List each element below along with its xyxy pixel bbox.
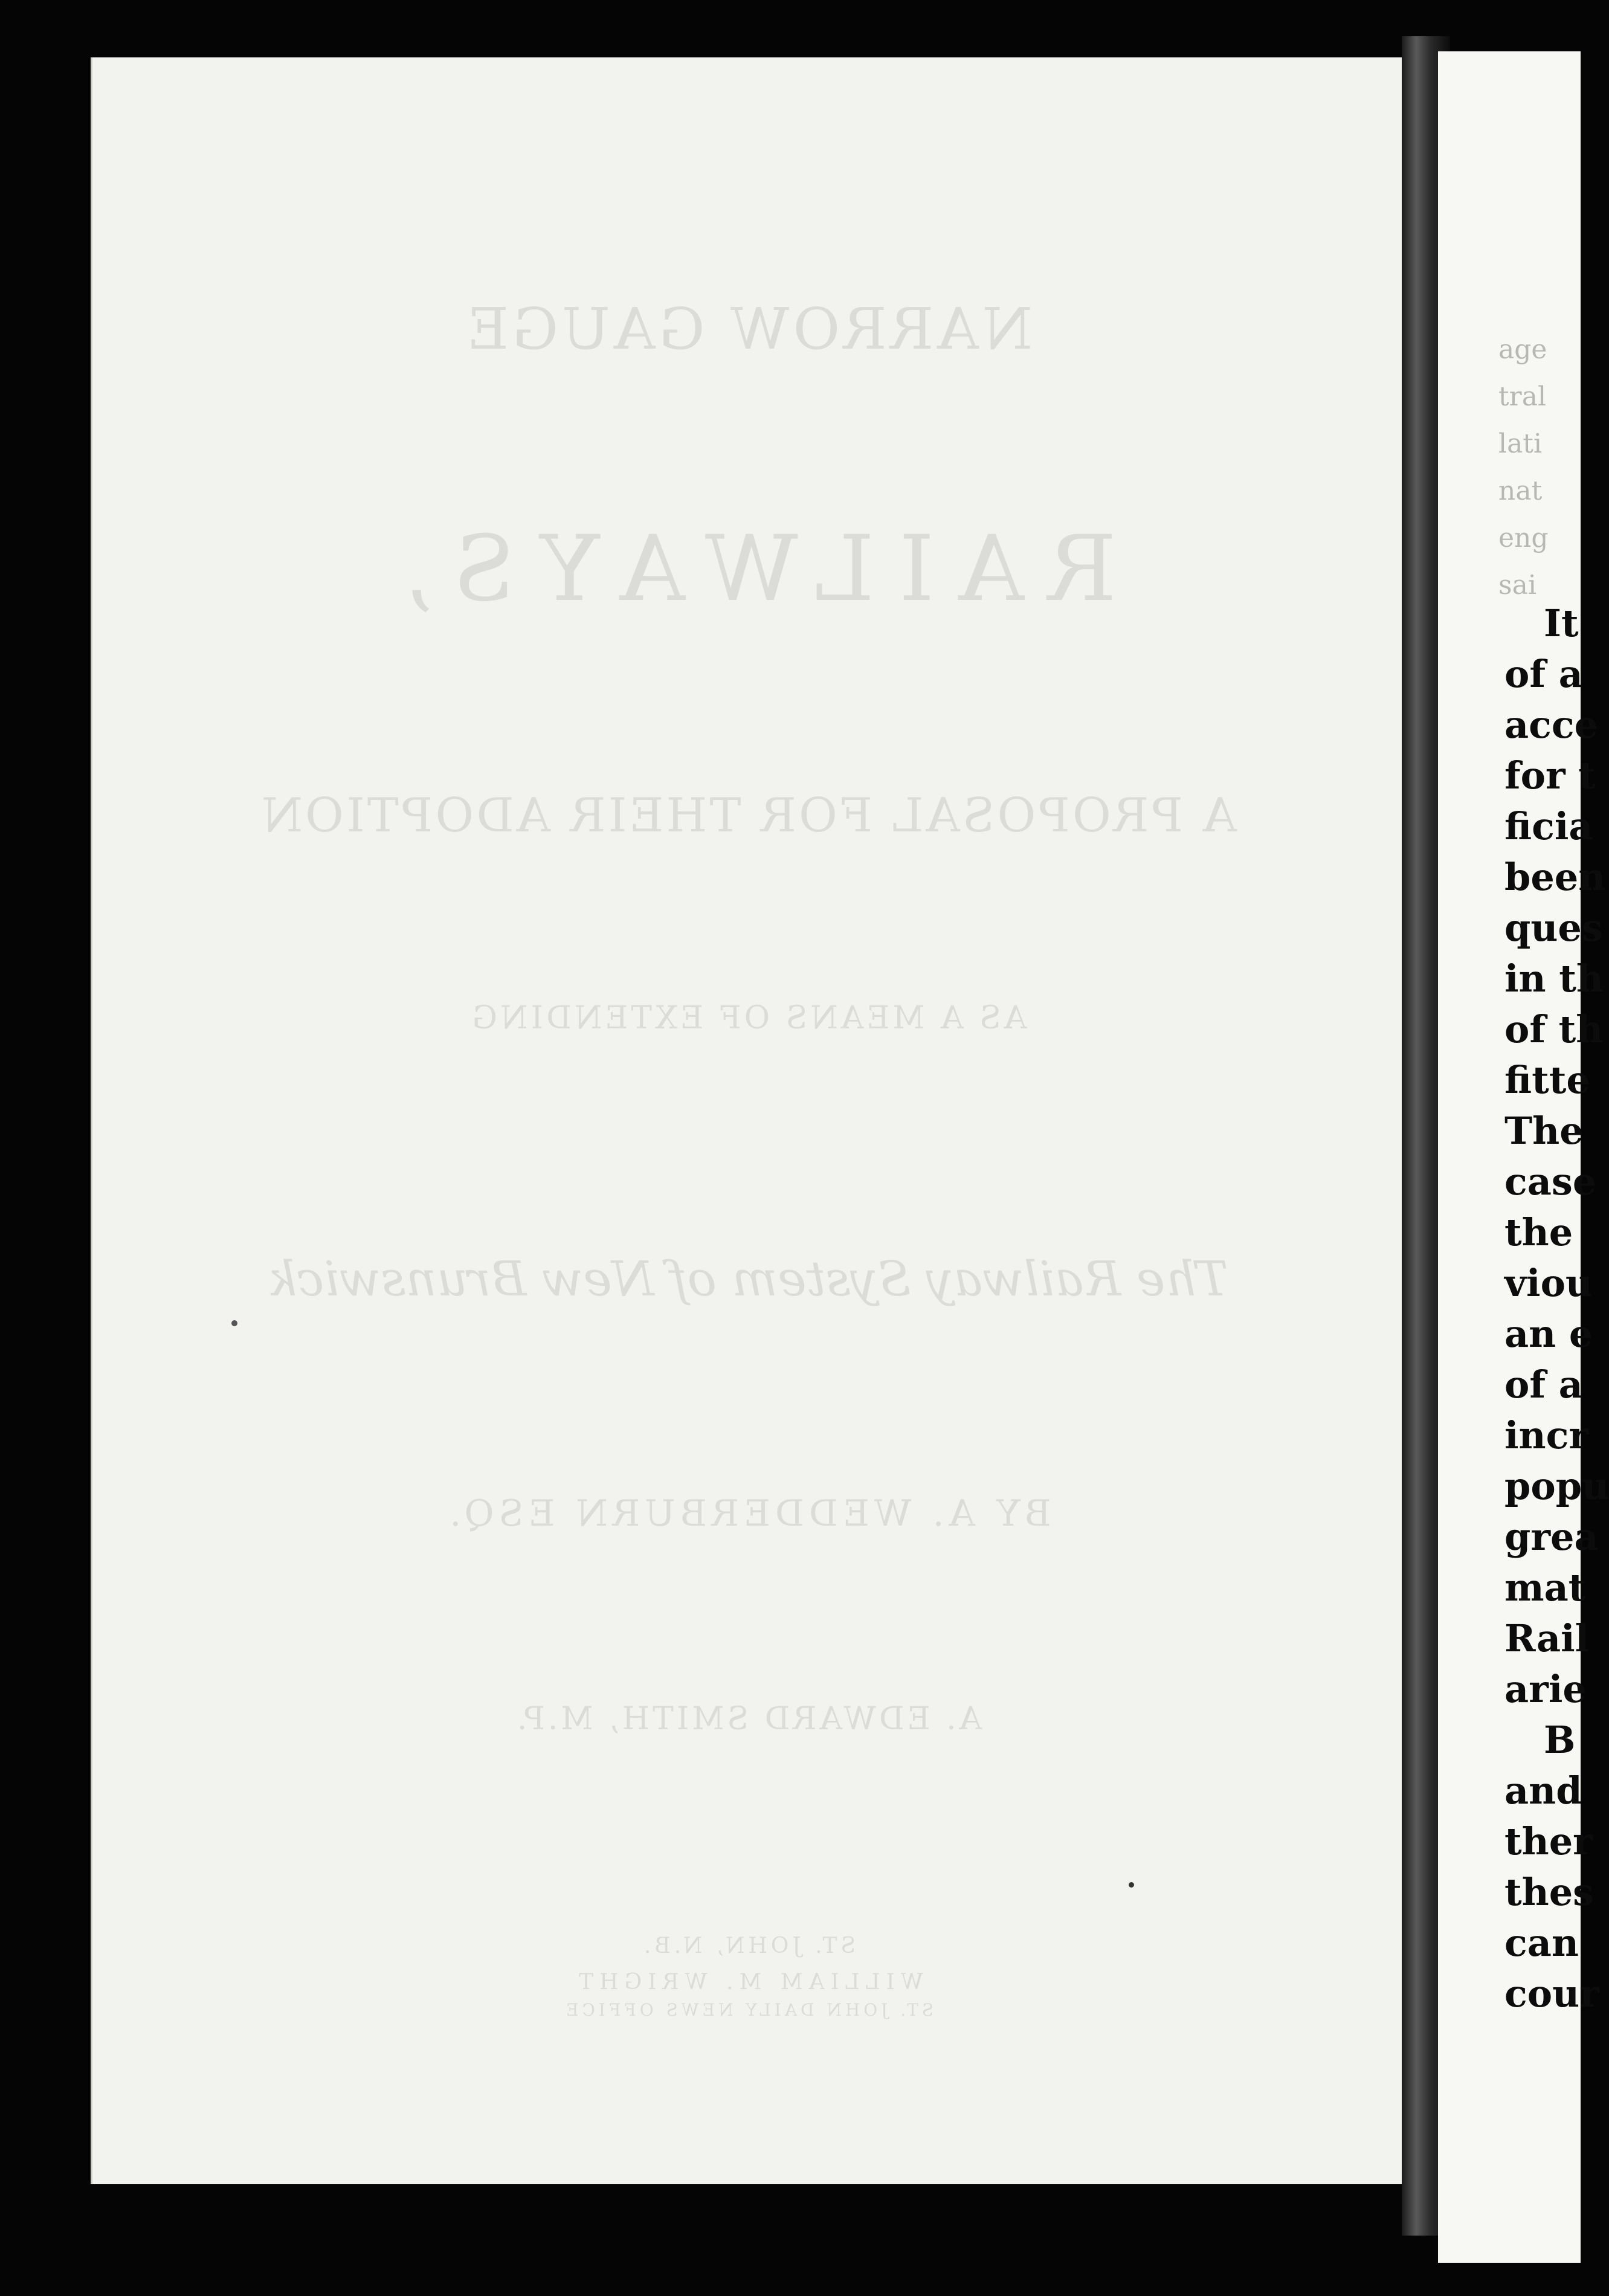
faint-text-line: eng (1498, 523, 1549, 553)
text-line: viou (1504, 1261, 1593, 1305)
ghost-line-author: BY A. WEDDERBURN ESQ. (445, 1492, 1051, 1535)
text-line: thes (1504, 1870, 1594, 1914)
ghost-line-narrow-gauge: NARROW GAUGE (463, 296, 1033, 363)
ghost-line-railways: RAILWAYS, (379, 517, 1117, 622)
ghost-line-printer: WILLIAM M. WRIGHT (573, 1970, 923, 1994)
faint-text-line: nat (1498, 476, 1543, 506)
faint-text-line: sai (1498, 570, 1536, 601)
text-line: can (1504, 1921, 1579, 1965)
ghost-line-place: ST. JOHN, N.B. (640, 1933, 856, 1958)
text-line: arie (1504, 1667, 1587, 1711)
page-text-column (1504, 598, 1609, 2019)
specks (231, 1320, 237, 1326)
ghost-line-means: AS A MEANS OF EXTENDING (469, 1000, 1027, 1036)
faint-text-line: age (1498, 334, 1547, 365)
faint-text-line: lati (1498, 428, 1543, 459)
specks (1129, 1882, 1134, 1888)
text-line: ques (1504, 906, 1603, 950)
text-line: Rail (1504, 1616, 1590, 1660)
text-line: ther (1504, 1819, 1593, 1863)
text-line: an e (1504, 1312, 1593, 1356)
bleed-through-title-text (92, 57, 1404, 2184)
text-line: acce (1504, 703, 1599, 747)
faint-text-line: tral (1498, 381, 1547, 412)
text-line: It (1544, 601, 1579, 645)
right-page-recto (1438, 51, 1609, 2263)
text-line: ficia (1504, 804, 1593, 848)
text-line: popu (1504, 1464, 1609, 1508)
left-page-verso (91, 57, 1404, 2184)
text-line: of th (1504, 1007, 1604, 1051)
faint-text-lines (1498, 326, 1549, 609)
ghost-line-railway-system: The Railway System of New Brunswick (267, 1251, 1229, 1307)
ghost-line-proposal: A PROPOSAL FOR THEIR ADOPTION (259, 788, 1237, 843)
text-line: The (1504, 1109, 1584, 1153)
ghost-line-author-2: A. EDWARD SMITH, M.P. (514, 1701, 982, 1737)
text-line: in th (1504, 956, 1604, 1001)
ghost-line-office: ST. JOHN DAILY NEWS OFFICE (563, 2000, 933, 2020)
text-line: of a (1504, 652, 1583, 696)
text-line: the (1504, 1210, 1573, 1254)
text-line: case (1504, 1159, 1597, 1204)
text-line: cour (1504, 1972, 1599, 2016)
text-line: mat (1504, 1566, 1586, 1610)
text-line: for t (1504, 753, 1596, 798)
text-line: grea (1504, 1515, 1599, 1559)
text-line: of a (1504, 1362, 1583, 1407)
text-line: been (1504, 855, 1606, 899)
text-line: fitte (1504, 1058, 1590, 1102)
text-line: incr (1504, 1413, 1589, 1457)
text-line: B (1544, 1718, 1576, 1762)
text-line: and (1504, 1769, 1582, 1813)
